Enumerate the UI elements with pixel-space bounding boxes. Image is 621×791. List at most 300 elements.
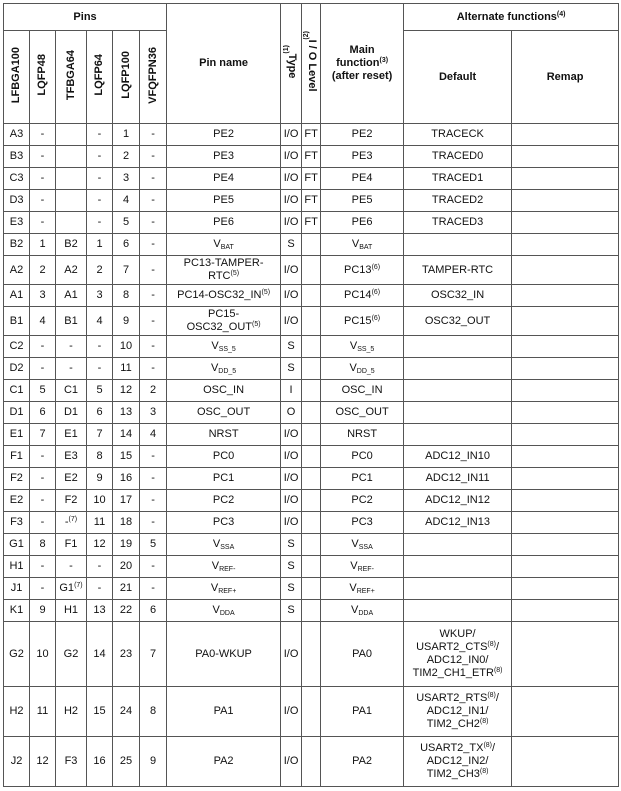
lqfp100-cell: 23: [113, 622, 140, 687]
table-row: [4, 578, 619, 600]
lqfp48-cell: 8: [30, 534, 56, 556]
tfbga64-cell: -: [56, 336, 87, 358]
type-cell: S: [281, 600, 302, 622]
pin-name-header: Pin name: [167, 4, 281, 124]
lqfp48-cell: -: [30, 578, 56, 600]
cell-text: ADC12_IN11: [425, 472, 490, 484]
lqfp48-cell: 2: [30, 256, 56, 285]
cell-text: SS_5: [357, 346, 375, 353]
tfbga64-header: TFBGA64: [56, 31, 87, 124]
lqfp64-cell: -: [87, 336, 113, 358]
cell-text: PE2: [213, 128, 234, 140]
default-alt-cell: [404, 146, 512, 168]
lqfp48-cell: 4: [30, 307, 56, 336]
cell-text: PA2: [352, 755, 373, 767]
lqfp48-cell: 1: [30, 234, 56, 256]
lqfp100-cell: 14: [113, 424, 140, 446]
table-row: [4, 512, 619, 534]
main-function-cell: [321, 380, 404, 402]
pin-name-cell: [167, 556, 281, 578]
cell-text: TIM2_CH1_ETR: [412, 667, 494, 679]
default-alt-cell: [404, 424, 512, 446]
lfbga100-cell: K1: [4, 600, 30, 622]
cell-text: (8): [483, 742, 493, 749]
remap-cell: [512, 737, 619, 787]
remap-cell: [512, 124, 619, 146]
cell-text: ADC12_IN13: [425, 516, 490, 528]
cell-text: PC13-TAMPER-: [183, 257, 264, 269]
lfbga100-cell: H2: [4, 687, 30, 737]
cell-text: /: [492, 742, 496, 754]
cell-text: V: [350, 560, 358, 572]
table-row: [4, 190, 619, 212]
lfbga100-header: LFBGA100: [4, 31, 30, 124]
remap-cell: [512, 512, 619, 534]
tfbga64-cell: -$^{(7)}$: [56, 512, 87, 534]
cell-text: OSC_IN: [203, 384, 245, 396]
type-cell: I/O: [281, 424, 302, 446]
lfbga100-cell: C2: [4, 336, 30, 358]
type-cell: I/O: [281, 737, 302, 787]
cell-text: V: [351, 238, 360, 250]
tfbga64-cell: -: [56, 358, 87, 380]
cell-text: TRACED0: [431, 150, 484, 162]
tfbga64-cell: [56, 212, 87, 234]
lqfp100-cell: 4: [113, 190, 140, 212]
lqfp48-cell: -: [30, 490, 56, 512]
lqfp64-cell: -: [87, 124, 113, 146]
cell-text: PC0: [351, 450, 373, 462]
type-cell: S: [281, 234, 302, 256]
io-level-cell: [302, 737, 321, 787]
lfbga100-cell: F3: [4, 512, 30, 534]
pin-name-cell: [167, 256, 281, 285]
lfbga100-cell: A3: [4, 124, 30, 146]
tfbga64-cell: [56, 190, 87, 212]
cell-text: USART2_TX: [420, 742, 484, 754]
lqfp64-cell: 1: [87, 234, 113, 256]
lqfp64-cell: -: [87, 358, 113, 380]
remap-cell: [512, 402, 619, 424]
type-cell: S: [281, 336, 302, 358]
type-cell: S: [281, 358, 302, 380]
io-level-cell: [302, 285, 321, 307]
lfbga100-cell: B3: [4, 146, 30, 168]
table-row: [4, 358, 619, 380]
tfbga64-cell: A1: [56, 285, 87, 307]
pin-name-cell: [167, 212, 281, 234]
main-function-cell: [321, 168, 404, 190]
vfqfpn36-cell: -: [140, 556, 167, 578]
cell-text: PA1: [213, 705, 234, 717]
remap-cell: [512, 622, 619, 687]
lqfp64-cell: 2: [87, 256, 113, 285]
io-level-cell: [302, 256, 321, 285]
lfbga100-cell: F2: [4, 468, 30, 490]
type-cell: I/O: [281, 285, 302, 307]
lqfp48-cell: -: [30, 212, 56, 234]
table-row: [4, 380, 619, 402]
type-cell: O: [281, 402, 302, 424]
lfbga100-cell: A2: [4, 256, 30, 285]
lqfp64-cell: 10: [87, 490, 113, 512]
lqfp100-cell: 2: [113, 146, 140, 168]
io-level-cell: FT: [302, 190, 321, 212]
pins-header: Pins: [4, 4, 167, 31]
remap-cell: [512, 534, 619, 556]
tfbga64-cell: G2: [56, 622, 87, 687]
vfqfpn36-header: VFQFPN36: [140, 31, 167, 124]
tfbga64-cell: E3: [56, 446, 87, 468]
io-level-cell: [302, 578, 321, 600]
default-alt-cell: [404, 124, 512, 146]
lqfp100-header: LQFP100: [113, 31, 140, 124]
lqfp48-cell: 12: [30, 737, 56, 787]
lqfp64-cell: -: [87, 168, 113, 190]
tfbga64-cell: G1$^{(7)}$: [56, 578, 87, 600]
cell-text: PC1: [351, 472, 373, 484]
vfqfpn36-cell: -: [140, 307, 167, 336]
type-cell: I/O: [281, 212, 302, 234]
vfqfpn36-cell: -: [140, 285, 167, 307]
cell-text: REF+: [218, 588, 237, 595]
cell-text: PE6: [213, 216, 234, 228]
default-alt-cell: [404, 490, 512, 512]
type-cell: S: [281, 556, 302, 578]
lfbga100-cell: C3: [4, 168, 30, 190]
main-function-cell: [321, 622, 404, 687]
type-cell: I/O: [281, 307, 302, 336]
table-row: [4, 124, 619, 146]
lqfp64-cell: 3: [87, 285, 113, 307]
cell-text: PA2: [213, 755, 234, 767]
vfqfpn36-cell: -: [140, 146, 167, 168]
vfqfpn36-cell: -: [140, 358, 167, 380]
lqfp48-cell: 3: [30, 285, 56, 307]
lqfp48-cell: 5: [30, 380, 56, 402]
type-cell: I/O: [281, 190, 302, 212]
default-alt-cell: [404, 358, 512, 380]
io-level-cell: [302, 358, 321, 380]
lfbga100-cell: E2: [4, 490, 30, 512]
lqfp48-cell: 7: [30, 424, 56, 446]
tfbga64-cell: E2: [56, 468, 87, 490]
pin-name-cell: [167, 402, 281, 424]
lfbga100-cell: J2: [4, 737, 30, 787]
lqfp48-cell: -: [30, 556, 56, 578]
pin-name-cell: [167, 124, 281, 146]
default-alt-cell: [404, 285, 512, 307]
alternate-functions-header: Alternate functions$^{(4)}$: [404, 4, 619, 31]
cell-text: NRST: [208, 428, 239, 440]
pin-name-cell: [167, 490, 281, 512]
cell-text: PE3: [213, 150, 234, 162]
cell-text: PA0: [352, 647, 373, 660]
vfqfpn36-cell: -: [140, 168, 167, 190]
lqfp100-cell: 19: [113, 534, 140, 556]
lqfp64-cell: 15: [87, 687, 113, 737]
pin-name-cell: [167, 168, 281, 190]
lqfp100-cell: 1: [113, 124, 140, 146]
lqfp48-cell: 11: [30, 687, 56, 737]
type-cell: S: [281, 534, 302, 556]
main-function-cell: [321, 556, 404, 578]
lqfp64-cell: -: [87, 190, 113, 212]
cell-text: PC14: [344, 289, 372, 301]
lqfp64-cell: 7: [87, 424, 113, 446]
cell-text: BAT: [220, 244, 234, 251]
lqfp48-cell: -: [30, 124, 56, 146]
lqfp48-cell: 10: [30, 622, 56, 687]
default-alt-cell: [404, 212, 512, 234]
pin-definitions-table: [3, 3, 619, 787]
vfqfpn36-cell: -: [140, 468, 167, 490]
cell-text: PC13: [344, 263, 372, 276]
io-level-cell: [302, 380, 321, 402]
tfbga64-cell: [56, 124, 87, 146]
cell-text: (8): [487, 641, 496, 648]
tfbga64-cell: F3: [56, 737, 87, 787]
table-row: [4, 468, 619, 490]
cell-text: V: [351, 538, 359, 550]
type-cell: I: [281, 380, 302, 402]
lfbga100-cell: D3: [4, 190, 30, 212]
lqfp64-cell: -: [87, 146, 113, 168]
remap-cell: [512, 256, 619, 285]
lqfp64-cell: 8: [87, 446, 113, 468]
io-level-cell: [302, 402, 321, 424]
cell-text: OSC32_OUT: [186, 321, 252, 333]
type-header: Type$^{(1)}$: [281, 4, 302, 124]
main-function-cell: [321, 687, 404, 737]
cell-text: PE5: [213, 194, 234, 206]
cell-text: RTC: [208, 270, 231, 282]
vfqfpn36-cell: -: [140, 578, 167, 600]
pin-name-cell: [167, 234, 281, 256]
lqfp100-cell: 11: [113, 358, 140, 380]
tfbga64-cell: [56, 146, 87, 168]
cell-text: (8): [487, 692, 496, 699]
io-level-cell: FT: [302, 124, 321, 146]
lqfp48-header: LQFP48: [30, 31, 56, 124]
io-level-cell: [302, 424, 321, 446]
io-level-cell: FT: [302, 146, 321, 168]
cell-text: V: [210, 582, 219, 594]
cell-text: REF+: [356, 588, 375, 595]
pin-name-cell: [167, 307, 281, 336]
table-row: [4, 168, 619, 190]
table-row: [4, 402, 619, 424]
remap-cell: [512, 146, 619, 168]
type-cell: S: [281, 578, 302, 600]
remap-cell: [512, 578, 619, 600]
main-function-cell: [321, 512, 404, 534]
io-level-cell: [302, 336, 321, 358]
cell-text: V: [349, 340, 358, 352]
type-cell: I/O: [281, 146, 302, 168]
io-level-header: I / O Level$^{(2)}$: [302, 4, 321, 124]
io-level-cell: [302, 687, 321, 737]
type-cell: I/O: [281, 124, 302, 146]
vfqfpn36-cell: -: [140, 512, 167, 534]
cell-text: PE2: [351, 128, 373, 140]
lfbga100-cell: F1: [4, 446, 30, 468]
cell-text: OSC32_IN: [430, 289, 485, 301]
pin-name-cell: [167, 622, 281, 687]
remap-cell: [512, 600, 619, 622]
lfbga100-cell: E3: [4, 212, 30, 234]
cell-text: SS_5: [218, 346, 236, 353]
cell-text: V: [211, 340, 219, 352]
main-function-cell: [321, 285, 404, 307]
main-function-cell: [321, 212, 404, 234]
remap-cell: [512, 468, 619, 490]
vfqfpn36-cell: -: [140, 124, 167, 146]
default-alt-cell: [404, 336, 512, 358]
cell-text: ADC12_IN12: [425, 494, 490, 506]
cell-text: TIM2_CH3: [426, 768, 480, 780]
cell-text: (6): [371, 263, 381, 271]
tfbga64-cell: B2: [56, 234, 87, 256]
main-function-cell: [321, 446, 404, 468]
table-row: [4, 424, 619, 446]
cell-text: V: [211, 560, 220, 572]
remap-cell: [512, 446, 619, 468]
main-function-cell: [321, 468, 404, 490]
pin-name-cell: [167, 737, 281, 787]
lqfp64-cell: 11: [87, 512, 113, 534]
lqfp48-cell: -: [30, 168, 56, 190]
cell-text: SSA: [358, 544, 373, 551]
pin-name-cell: [167, 687, 281, 737]
main-function-cell: [321, 490, 404, 512]
lqfp100-cell: 8: [113, 285, 140, 307]
table-row: [4, 556, 619, 578]
tfbga64-cell: H2: [56, 687, 87, 737]
lqfp64-cell: 9: [87, 468, 113, 490]
table-row: [4, 234, 619, 256]
cell-text: V: [351, 604, 359, 616]
io-level-cell: [302, 600, 321, 622]
tfbga64-cell: F1: [56, 534, 87, 556]
vfqfpn36-cell: 5: [140, 534, 167, 556]
cell-text: ADC12_IN1/: [426, 705, 489, 717]
cell-text: TIM2_CH2: [426, 718, 480, 730]
main-function-cell: [321, 600, 404, 622]
lqfp64-cell: 16: [87, 737, 113, 787]
default-alt-cell: [404, 190, 512, 212]
lqfp100-cell: 24: [113, 687, 140, 737]
remap-cell: [512, 424, 619, 446]
main-function-header: Main function$^{(3)}$ (after reset): [321, 4, 404, 124]
cell-text: WKUP/: [439, 628, 476, 640]
default-alt-cell: [404, 168, 512, 190]
lqfp100-cell: 16: [113, 468, 140, 490]
cell-text: PC3: [212, 516, 235, 528]
lqfp100-cell: 9: [113, 307, 140, 336]
main-function-cell: [321, 402, 404, 424]
cell-text: DDA: [358, 610, 374, 617]
cell-text: TRACED1: [431, 172, 484, 184]
cell-text: DD_5: [356, 368, 375, 375]
cell-text: PA1: [352, 705, 373, 717]
cell-text: (6): [371, 314, 381, 322]
vfqfpn36-cell: 9: [140, 737, 167, 787]
remap-cell: [512, 234, 619, 256]
pin-name-cell: [167, 190, 281, 212]
lqfp64-cell: -: [87, 556, 113, 578]
io-level-cell: [302, 468, 321, 490]
lfbga100-cell: B1: [4, 307, 30, 336]
remap-header: Remap: [512, 31, 619, 124]
cell-text: (8): [493, 667, 503, 674]
vfqfpn36-cell: 6: [140, 600, 167, 622]
lqfp100-cell: 6: [113, 234, 140, 256]
lqfp48-cell: -: [30, 512, 56, 534]
cell-text: PA0-WKUP: [195, 647, 252, 660]
cell-text: ADC12_IN0/: [426, 654, 489, 666]
vfqfpn36-cell: -: [140, 234, 167, 256]
vfqfpn36-cell: 7: [140, 622, 167, 687]
cell-text: TRACED2: [431, 194, 484, 206]
main-function-cell: [321, 578, 404, 600]
pin-name-cell: [167, 446, 281, 468]
cell-text: NRST: [347, 428, 378, 440]
table-row: [4, 600, 619, 622]
cell-text: PC15-: [207, 308, 240, 320]
default-alt-cell: [404, 380, 512, 402]
main-function-cell: [321, 424, 404, 446]
lqfp48-cell: -: [30, 358, 56, 380]
pin-name-cell: [167, 380, 281, 402]
table-row: [4, 534, 619, 556]
vfqfpn36-cell: 2: [140, 380, 167, 402]
tfbga64-cell: C1: [56, 380, 87, 402]
table-row: [4, 212, 619, 234]
lfbga100-cell: D1: [4, 402, 30, 424]
default-alt-cell: [404, 556, 512, 578]
pin-name-cell: [167, 534, 281, 556]
default-alt-cell: [404, 600, 512, 622]
default-alt-cell: [404, 687, 512, 737]
vfqfpn36-cell: 4: [140, 424, 167, 446]
default-alt-cell: [404, 234, 512, 256]
cell-text: TRACECK: [431, 128, 484, 140]
cell-text: PE4: [213, 172, 234, 184]
lqfp100-cell: 21: [113, 578, 140, 600]
vfqfpn36-cell: -: [140, 336, 167, 358]
tfbga64-cell: -: [56, 556, 87, 578]
io-level-cell: [302, 446, 321, 468]
main-function-cell: [321, 737, 404, 787]
cell-text: (5): [261, 289, 271, 296]
cell-text: PC3: [351, 516, 373, 528]
default-alt-cell: [404, 512, 512, 534]
lfbga100-cell: H1: [4, 556, 30, 578]
lqfp64-cell: 4: [87, 307, 113, 336]
cell-text: (8): [479, 768, 489, 775]
pin-name-cell: [167, 600, 281, 622]
tfbga64-cell: D1: [56, 402, 87, 424]
cell-text: PC1: [212, 472, 235, 484]
main-function-cell: [321, 146, 404, 168]
type-cell: I/O: [281, 446, 302, 468]
default-alt-cell: [404, 468, 512, 490]
type-cell: I/O: [281, 622, 302, 687]
cell-text: USART2_RTS: [416, 692, 488, 704]
table-row: [4, 307, 619, 336]
lqfp100-cell: 22: [113, 600, 140, 622]
